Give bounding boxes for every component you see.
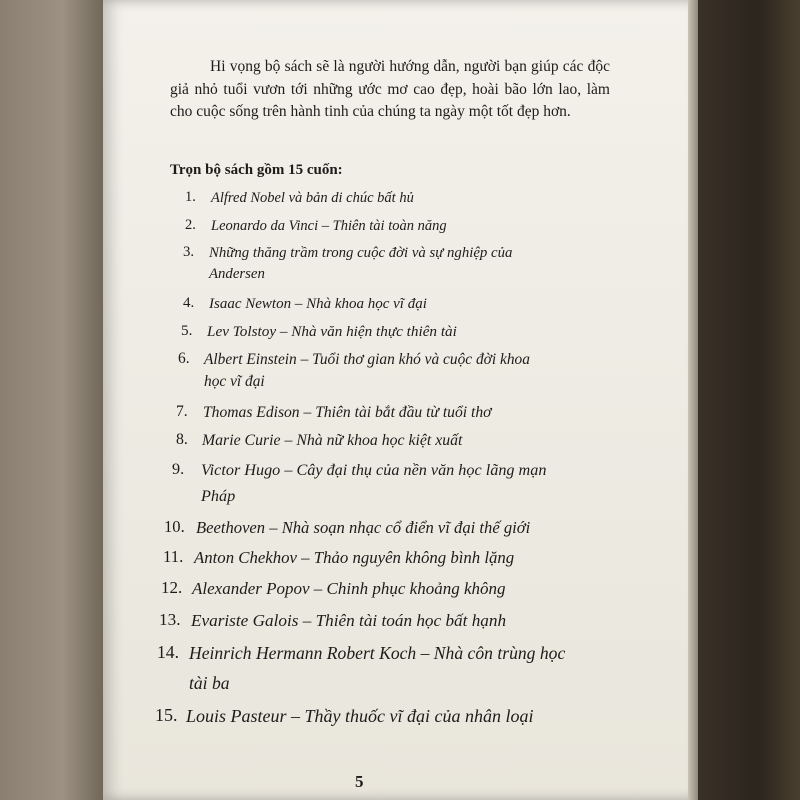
book-title-line: Heinrich Hermann Robert Koch – Nhà côn trùng học: [189, 643, 566, 663]
page-number: 5: [355, 772, 364, 791]
book-number: 12.: [161, 578, 183, 597]
book-title-line: học vĩ đại: [204, 373, 265, 390]
book-title-line: Alexander Popov – Chinh phục khoảng không: [192, 579, 506, 598]
book-title-line: Andersen: [209, 266, 265, 282]
book-title-line: Alfred Nobel và bản di chúc bất hủ: [211, 190, 414, 206]
book-number: 4.: [183, 295, 195, 311]
book-number: 15.: [155, 705, 178, 725]
book-number: 2.: [185, 217, 196, 233]
book-title-line: Isaac Newton – Nhà khoa học vĩ đại: [209, 296, 427, 312]
book-number: 10.: [164, 517, 185, 536]
book-title-line: Victor Hugo – Cây đại thụ của nền văn học lãng mạn: [201, 461, 547, 479]
list-heading: Trọn bộ sách gồm 15 cuốn:: [170, 162, 343, 178]
book-number: 9.: [172, 460, 185, 478]
book-number: 5.: [181, 322, 193, 339]
book-number: 14.: [157, 642, 179, 662]
background-right: [695, 0, 800, 800]
intro-paragraph: Hi vọng bộ sách sẽ là người hướng dẫn, người bạn giúp các độc giả nhỏ tuổi vươn tới những ước mơ cao đẹp, hoài bão lớn lao, làm cho cuộc sống trên hành tinh của chúng ta ngày một tốt đẹp hơn.: [170, 58, 610, 120]
book-number: 6.: [178, 350, 190, 367]
book-title-line: Marie Curie – Nhà nữ khoa học kiệt xuất: [202, 432, 463, 449]
book-title-line: Anton Chekhov – Thảo nguyên không bình lặng: [194, 548, 515, 567]
book-title-line: Leonardo da Vinci – Thiên tài toàn năng: [211, 218, 447, 234]
book-title-line: Thomas Edison – Thiên tài bắt đầu từ tuổi thơ: [203, 404, 492, 421]
book-title-line: Lev Tolstoy – Nhà văn hiện thực thiên tài: [207, 323, 457, 340]
book-title-line: Beethoven – Nhà soạn nhạc cổ điển vĩ đại thế giới: [196, 518, 531, 537]
background-left: [0, 0, 105, 800]
book-number: 8.: [176, 431, 188, 448]
book-title-line: Pháp: [201, 487, 236, 505]
book-page: [103, 0, 698, 800]
book-title-line: Albert Einstein – Tuổi thơ gian khó và cuộc đời khoa: [204, 351, 530, 368]
book-number: 3.: [183, 244, 195, 260]
book-title-line: Evariste Galois – Thiên tài toán học bất hạnh: [191, 611, 507, 630]
page-edge: [688, 0, 698, 800]
book-number: 11.: [163, 547, 184, 566]
book-title-line: Louis Pasteur – Thầy thuốc vĩ đại của nhân loại: [186, 706, 534, 726]
book-title-line: tài ba: [189, 673, 230, 693]
book-title-line: Những thăng trầm trong cuộc đời và sự nghiệp của: [209, 245, 513, 261]
book-number: 1.: [185, 189, 196, 205]
book-number: 13.: [159, 610, 181, 629]
book-number: 7.: [176, 403, 188, 420]
